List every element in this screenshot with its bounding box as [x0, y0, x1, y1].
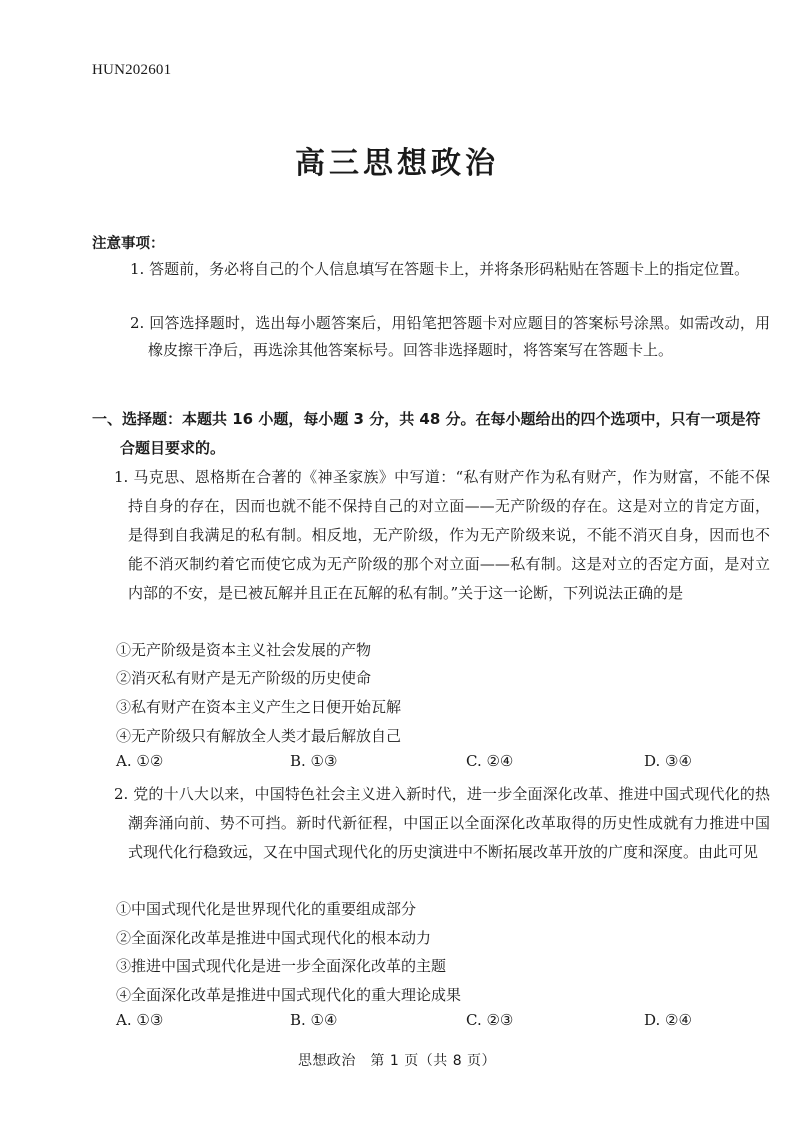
question-1-choices — [116, 752, 776, 778]
question-1-choice-d: D. ③④ — [644, 752, 692, 770]
question-1-option-4: ④无产阶级只有解放全人类才最后解放自己 — [116, 727, 402, 745]
question-2-option-2: ②全面深化改革是推进中国式现代化的根本动力 — [116, 929, 432, 947]
question-1-choice-a: A. ①② — [116, 752, 164, 770]
page-title: 高三思想政治 — [295, 146, 499, 181]
question-2-choice-a: A. ①③ — [116, 1011, 164, 1029]
question-2-stem: 2. 党的十八大以来，中国特色社会主义进入新时代，进一步全面深化改革、推进中国式现代化的热潮奔涌向前、势不可挡。新时代新征程，中国正以全面深化改革取得的历史性成就有力推进中国式现代化行稳致远，又在中国式现代化的历史演进中不断拓展改革开放的广度和深度。由此可见 — [114, 785, 770, 861]
question-2-option-3: ③推进中国式现代化是进一步全面深化改革的主题 — [116, 957, 447, 975]
note-item-2: 2. 回答选择题时，选出每小题答案后，用铅笔把答题卡对应题目的答案标号涂黑。如需改动，用橡皮擦干净后，再选涂其他答案标号。回答非选择题时，将答案写在答题卡上。 — [130, 314, 770, 359]
question-2-choices — [116, 1011, 776, 1037]
section-heading: 一、选择题：本题共 16 小题，每小题 3 分，共 48 分。在每小题给出的四个选项中，只有一项是符合题目要求的。 — [92, 410, 761, 457]
question-1-option-1: ①无产阶级是资本主义社会发展的产物 — [116, 641, 372, 659]
question-2-option-4: ④全面深化改革是推进中国式现代化的重大理论成果 — [116, 986, 462, 1004]
question-1-option-3: ③私有财产在资本主义产生之日便开始瓦解 — [116, 698, 402, 716]
question-1-choice-b: B. ①③ — [290, 752, 338, 770]
question-2-choice-b: B. ①④ — [290, 1011, 338, 1029]
note-item-1: 1. 答题前，务必将自己的个人信息填写在答题卡上，并将条形码粘贴在答题卡上的指定位置。 — [130, 260, 750, 278]
question-1-option-2: ②消灭私有财产是无产阶级的历史使命 — [116, 669, 372, 687]
question-1-choice-c: C. ②④ — [466, 752, 514, 770]
notes-heading: 注意事项： — [92, 236, 165, 252]
question-2-choice-c: C. ②③ — [466, 1011, 514, 1029]
exam-code: HUN202601 — [92, 62, 172, 78]
question-2-option-1: ①中国式现代化是世界现代化的重要组成部分 — [116, 900, 417, 918]
question-1-stem: 1. 马克思、恩格斯在合著的《神圣家族》中写道：“私有财产作为私有财产，作为财富，不能不保持自身的存在，因而也就不能不保持自己的对立面——无产阶级的存在。这是对立的肯定方面，是得到自我满足的私有制。相反地，无产阶级，作为无产阶级来说，不能不消灭自身，因而也不能不消灭制约着它而使它成为无产阶级的那个对立面——私有制。这是对立的否定方面，是对立内部的不安，是已被瓦解并且正在瓦解的私有制。”关于这一论断，下列说法正确的是 — [114, 468, 770, 602]
question-2-choice-d: D. ②④ — [644, 1011, 692, 1029]
page-footer: 思想政治 第 1 页（共 8 页） — [297, 1053, 497, 1069]
